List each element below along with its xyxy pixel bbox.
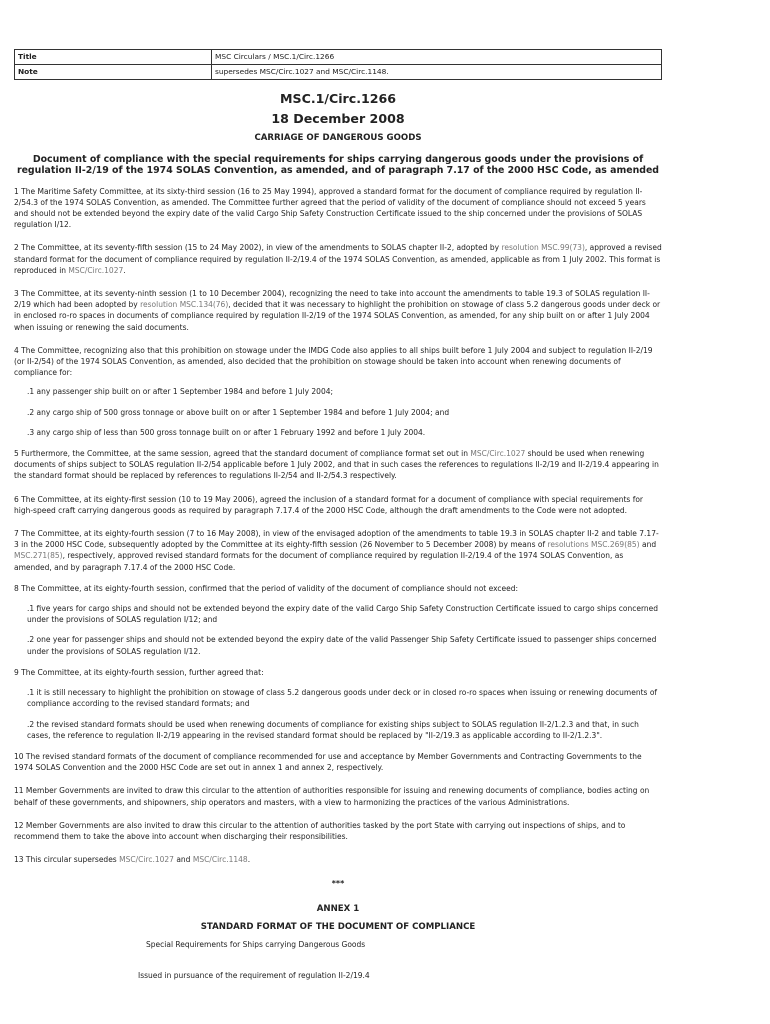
paragraph-6: 6 The Committee, at its eighty-first session (10 to 19 May 2006), agreed the inclusion of a standard format for a document of compliance with special requirements for high-speed craft carrying dangerous goods as required by paragraph 7.17.4 of the 2000 HSC Code, although the draft amendments to the Code were not adopted.: [14, 494, 644, 515]
link-msc-circ-1027[interactable]: MSC/Circ.1027: [119, 855, 174, 865]
document-title: Document of compliance with the special requirements for ships carrying dangerous goods under the provisions of regulation II-2/19 of the 1974 SOLAS Convention, as amended, and of paragraph 7.17 of the 2000 HSC Code, as amended: [16, 154, 660, 176]
paragraph-4-item-2: .2 any cargo ship of 500 gross tonnage or above built on or after 1 September 1984 and before 1 July 2004; and: [27, 407, 450, 417]
paragraph-2: [14, 242, 662, 276]
paragraph-12: 12 Member Governments are also invited to draw this circular to the attention of authorities tasked by the port State with carrying out inspections of ships, and to recommend them to take the above into account when discharging their responsibilities.: [14, 820, 626, 841]
annex-title: STANDARD FORMAT OF THE DOCUMENT OF COMPLIANCE: [200, 922, 476, 933]
paragraph-13-text-a: 13 This circular supersedes: [14, 855, 120, 865]
link-msc-circ-1027[interactable]: MSC/Circ.1027: [68, 265, 124, 275]
paragraph-7-text-b: , respectively, approved revised standard formats for the document of compliance required by regulation II-2/19.4 of the 1974 SOLAS Convention, as amended, and by paragraph 7.17.4 of the 2000 HSC Code.: [14, 551, 624, 572]
paragraph-5-text-b: should be used when renewing documents of ships subject to SOLAS regulation II-2/54 applicable before 1 July 2002, and that in such cases the references to regulations II-2/19 and II-2/19.4 appearing in the standard format should be replaced by references to regulations II-2/54 and II-2/54.3 respectively.: [14, 449, 659, 481]
link-resolution-msc-134-76[interactable]: resolution MSC.134(76): [140, 300, 229, 310]
metadata-table: [14, 49, 662, 80]
paragraph-13-text-b: .: [247, 855, 251, 865]
paragraph-9-item-1: .1 it is still necessary to highlight the prohibition on stowage of class 5.2 dangerous goods under deck or in closed ro-ro spaces when issuing or renewing documents of compliance according to the revised standard formats; and: [27, 688, 658, 709]
document-page: [14, 49, 662, 980]
paragraph-10: 10 The revised standard formats of the document of compliance recommended for use and acceptance by Member Governments and Contracting Governments to the 1974 SOLAS Convention and the 2000 HSC Code are set out in annex 1 and annex 2, respectively.: [14, 751, 642, 773]
metadata-row-note: [15, 65, 662, 80]
section-separator: ***: [331, 879, 345, 889]
paragraph-2-text-a: 2 The Committee, at its seventy-fifth session (15 to 24 May 2002), in view of the amendments to SOLAS chapter II-2, adopted by: [14, 243, 502, 253]
note-value: supersedes MSC/Circ.1027 and MSC/Circ.1148.: [212, 65, 662, 80]
circular-subject: CARRIAGE OF DANGEROUS GOODS: [254, 133, 422, 143]
circular-date: 18 December 2008: [271, 111, 405, 126]
paragraph-9-item-2: .2 the revised standard formats should be used when renewing documents of compliance for existing ships subject to SOLAS regulation II-2/1.2.3 and that, in such cases, the reference to regulation II-2/19 appearing in the revised standard format should be replaced by "II-2/19.3 as applicable according to II-2/1.2.3".: [27, 719, 639, 740]
paragraph-8: 8 The Committee, at its eighty-fourth session, confirmed that the period of validity of the document of compliance should not exceed:: [14, 583, 519, 593]
paragraph-7: [14, 528, 662, 573]
paragraph-2-text-b: , approved a revised standard format for the document of compliance required by regulation II-2/19.4 of the 1974 SOLAS Convention, as amended, applicable as from 1 July 2002. This format is reproduced in: [14, 243, 662, 275]
link-msc-271-85[interactable]: MSC.271(85): [14, 551, 63, 561]
link-resolution-msc-269-85[interactable]: resolutions MSC.269(85): [547, 540, 640, 550]
paragraph-13-and: and: [173, 855, 193, 865]
annex-label: ANNEX 1: [316, 904, 360, 915]
title-label: Title: [15, 50, 212, 65]
paragraph-3-text-b: , decided that it was necessary to highlight the prohibition on stowage of class 5.2 dangerous goods under deck or in enclosed ro-ro spaces in documents of compliance required by regulation II-2/19 of the 1974 SOLAS Convention, as amended, for any ship built on or after 1 July 2004 when issuing or renewing the said documents.: [14, 300, 661, 332]
annex-special-requirements: Special Requirements for Ships carrying Dangerous Goods: [146, 940, 366, 950]
note-label: Note: [15, 65, 212, 80]
circular-number: MSC.1/Circ.1266: [279, 91, 397, 106]
link-msc-circ-1148[interactable]: MSC/Circ.1148: [192, 855, 248, 865]
paragraph-8-item-2: .2 one year for passenger ships and should not be extended beyond the expiry date of the valid Passenger Ship Safety Certificate issued to passenger ships concerned under the provisions of SOLAS regulation I/12.: [27, 635, 657, 656]
paragraph-1: 1 The Maritime Safety Committee, at its sixty-third session (16 to 25 May 1994), approved a standard format for the document of compliance required by regulation II-2/54.3 of the 1974 SOLAS Convention, as amended. The Committee further agreed that the period of validity of the document of compliance should not exceed 5 years and should not be extended beyond the expiry date of the valid Cargo Ship Safety Construction Certificate issued to the ship concerned under the provisions of SOLAS regulation I/12.: [14, 186, 646, 230]
paragraph-7-text-a: 7 The Committee, at its eighty-fourth session (7 to 16 May 2008), in view of the envisaged adoption of the amendments to table 19.3 in SOLAS chapter II-2 and table 7.17-3 in the 2000 HSC Code, subsequently adopted by the Committee at its eighty-fifth session (26 November to 5 December 2008) by means of: [14, 529, 659, 550]
link-resolution-msc-99-73[interactable]: resolution MSC.99(73): [501, 243, 585, 253]
paragraph-11: 11 Member Governments are invited to draw this circular to the attention of authorities responsible for issuing and renewing documents of compliance, bodies acting on behalf of these governments, and shipowners, ship operators and masters, with a view to harmonizing the practices of the various Administrations.: [14, 786, 650, 807]
annex-issued-line: Issued in pursuance of the requirement of regulation II-2/19.4: [138, 971, 370, 981]
paragraph-4-item-1: .1 any passenger ship built on or after 1 September 1984 and before 1 July 2004;: [27, 387, 334, 397]
paragraph-4-item-3: .3 any cargo ship of less than 500 gross tonnage built on or after 1 February 1992 and before 1 July 2004.: [27, 427, 426, 437]
paragraph-5-text-a: 5 Furthermore, the Committee, at the same session, agreed that the standard document of compliance format set out in: [14, 449, 471, 459]
paragraph-2-text-c: .: [123, 265, 126, 275]
paragraph-7-and: and: [639, 540, 657, 550]
metadata-row-title: [15, 50, 662, 65]
paragraph-13: [14, 854, 662, 865]
title-value: MSC Circulars / MSC.1/Circ.1266: [212, 50, 662, 65]
paragraph-8-item-1: .1 five years for cargo ships and should not be extended beyond the expiry date of the valid Cargo Ship Safety Construction Certificate issued to cargo ships concerned under the provisions of SOLAS regulation I/12; and: [27, 604, 659, 625]
link-msc-circ-1027[interactable]: MSC/Circ.1027: [470, 449, 526, 459]
paragraph-3: [14, 288, 662, 333]
paragraph-5: [14, 448, 662, 482]
paragraph-9: 9 The Committee, at its eighty-fourth session, further agreed that:: [14, 667, 264, 677]
paragraph-3-text-a: 3 The Committee, at its seventy-ninth session (1 to 10 December 2004), recognizing the need to take into account the amendments to table 19.3 of SOLAS regulation II-2/19 which had been adopted by: [14, 289, 650, 310]
paragraph-4: 4 The Committee, recognizing also that this prohibition on stowage under the IMDG Code also applies to all ships built before 1 July 2004 and subject to regulation II-2/19 (or II-2/54) of the 1974 SOLAS Convention, as amended, also decided that the prohibition on stowage should be taken into account when renewing documents of compliance for:: [14, 345, 653, 378]
